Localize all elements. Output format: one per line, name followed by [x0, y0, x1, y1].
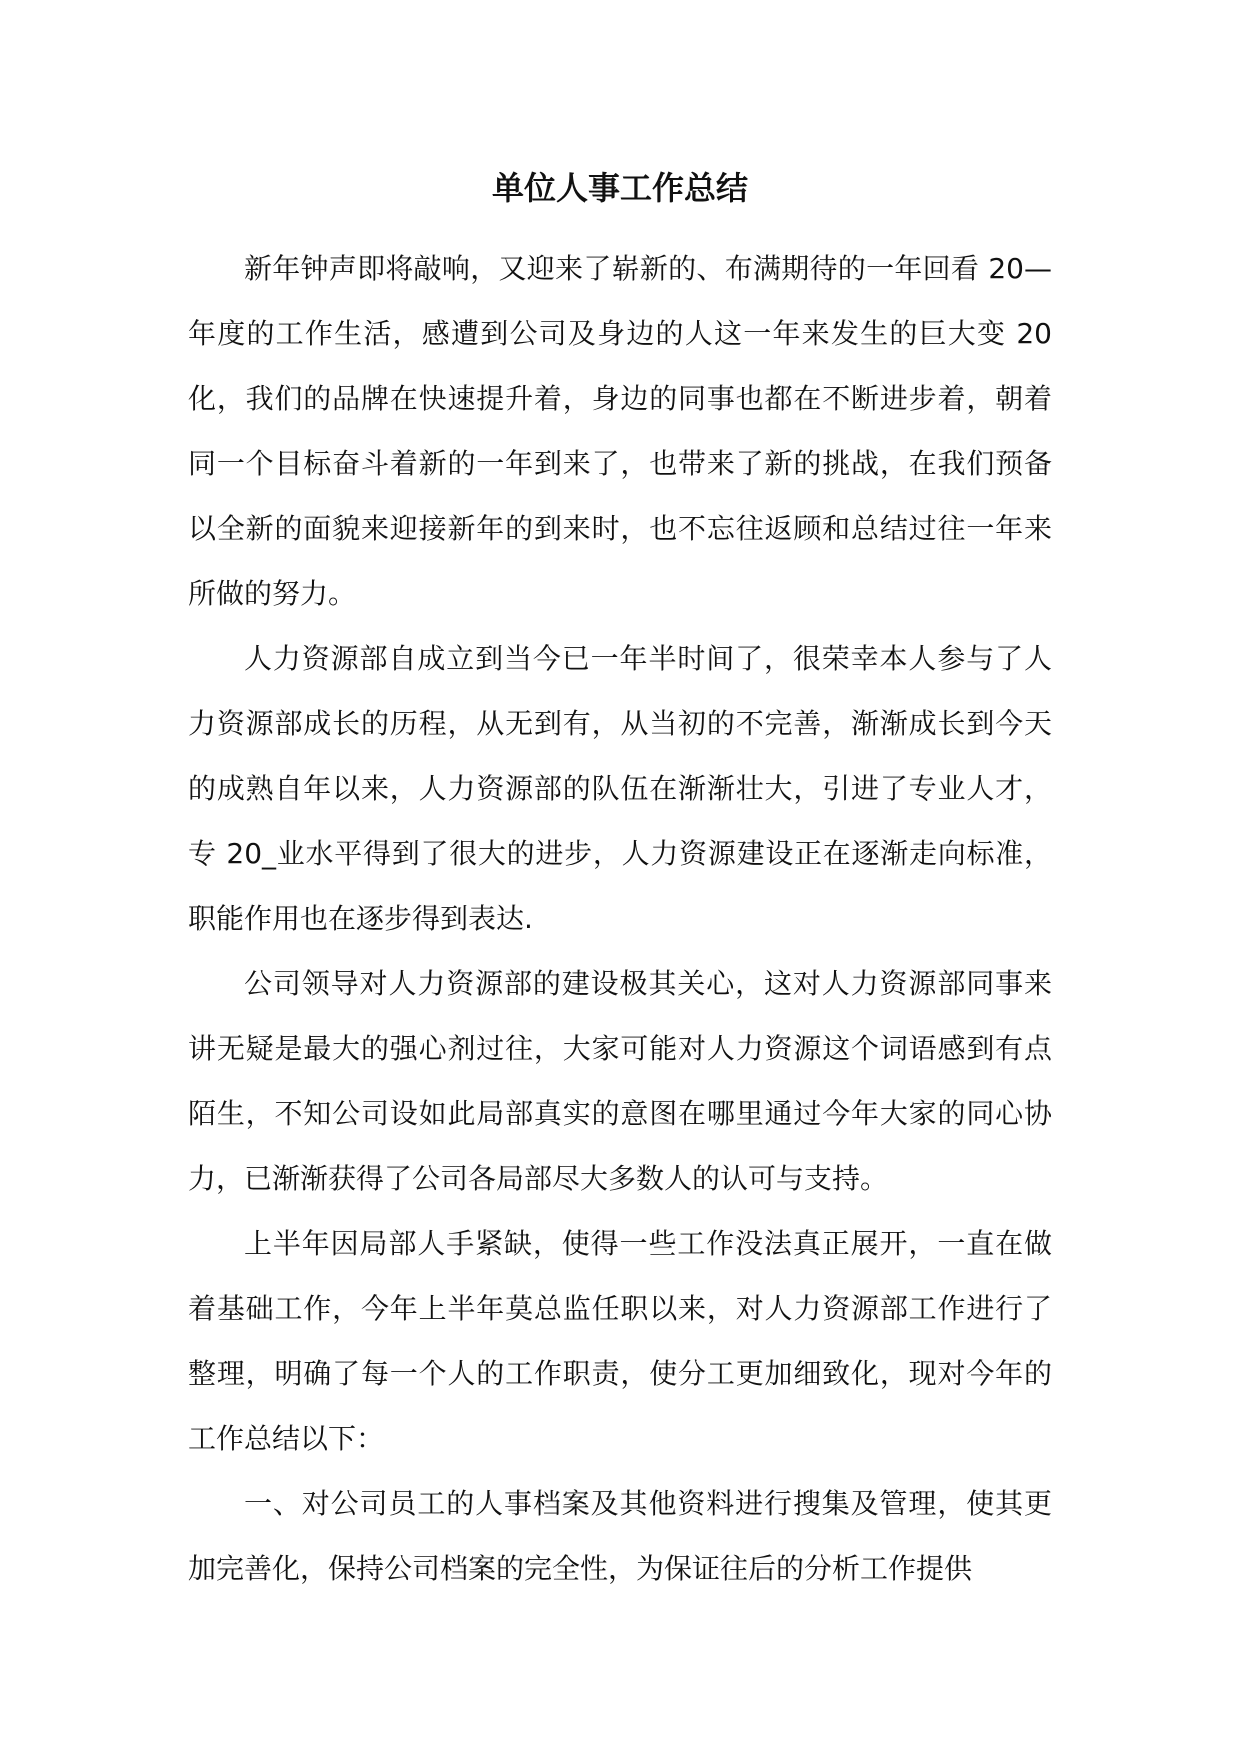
paragraph-2: 人力资源部自成立到当今已一年半时间了，很荣幸本人参与了人力资源部成长的历程，从无到有，从当初的不完善，渐渐成长到今天的成熟自年以来，人力资源部的队伍在渐渐壮大，引进了专业人才，专 20_业水平得到了很大的进步，人力资源建设正在逐渐走向标准，职能作用也在逐步得到表达.: [188, 642, 1052, 935]
paragraph-1: 新年钟声即将敲响，又迎来了崭新的、布满期待的一年回看 20—年度的工作生活，感遭到公司及身边的人这一年来发生的巨大变 20 化，我们的品牌在快速提升着，身边的同事也都在不断进步着，朝着同一个目标奋斗着新的一年到来了，也带来了新的挑战，在我们预备以全新的面貌来迎接新年的到来时，也不忘往返顾和总结过往一年来所做的努力。: [188, 252, 1052, 610]
paragraph-4: 上半年因局部人手紧缺，使得一些工作没法真正展开，一直在做着基础工作，今年上半年莫总监任职以来，对人力资源部工作进行了整理，明确了每一个人的工作职责，使分工更加细致化，现对今年的工作总结以下：: [188, 1227, 1052, 1455]
document-body: [188, 236, 1052, 1601]
document-title: 单位人事工作总结: [491, 169, 748, 207]
paragraph-5: 一、对公司员工的人事档案及其他资料进行搜集及管理，使其更加完善化，保持公司档案的完全性，为保证往后的分析工作提供: [188, 1487, 1052, 1585]
paragraph-3: 公司领导对人力资源部的建设极其关心，这对人力资源部同事来讲无疑是最大的强心剂过往，大家可能对人力资源这个词语感到有点陌生，不知公司设如此局部真实的意图在哪里通过今年大家的同心协力，已渐渐获得了公司各局部尽大多数人的认可与支持。: [188, 967, 1052, 1195]
